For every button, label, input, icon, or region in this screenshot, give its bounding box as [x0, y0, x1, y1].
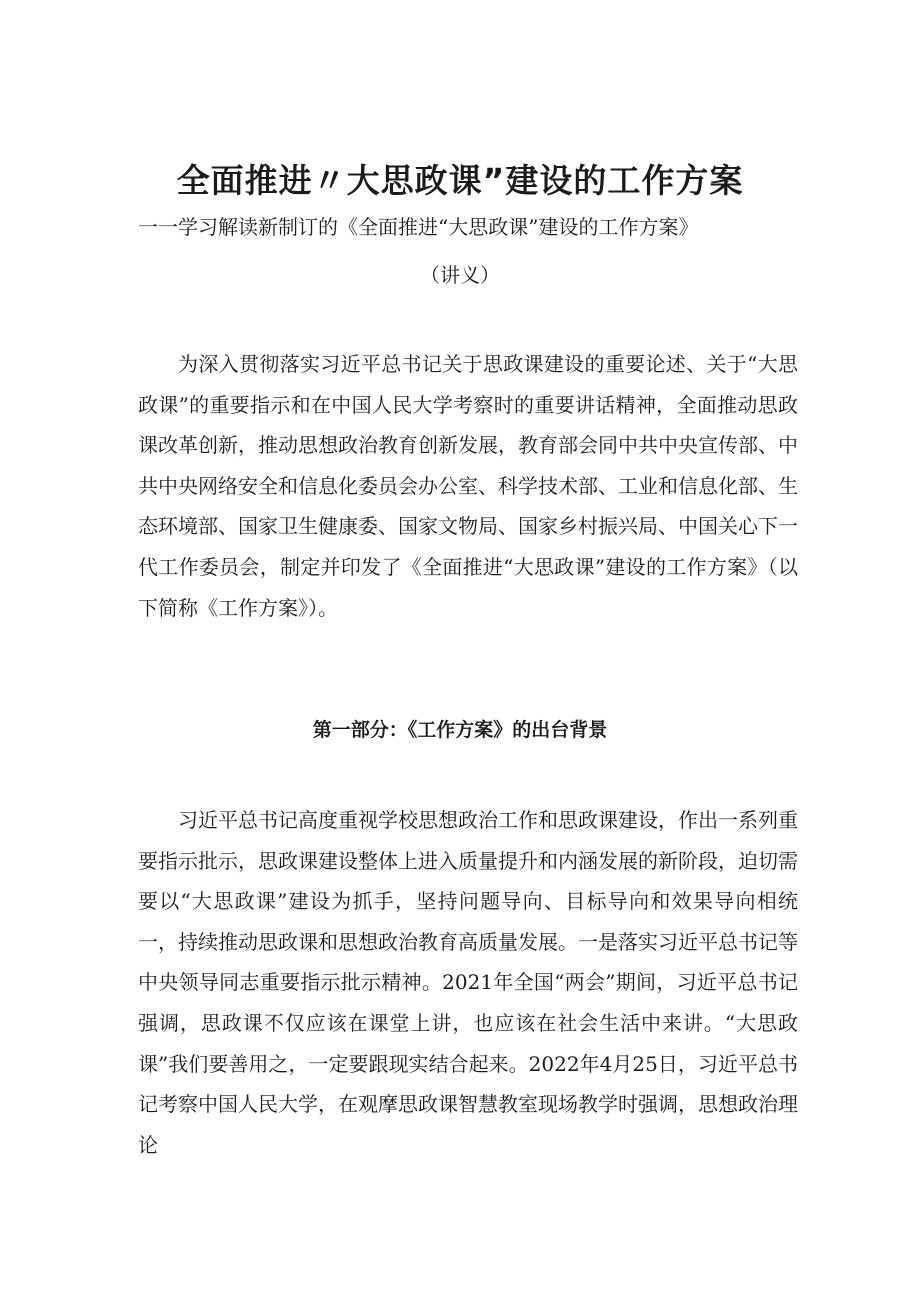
document-subtitle: 一一学习解读新制订的《全面推进“大思政课”建设的工作方案》 — [138, 215, 699, 239]
section-heading: 第一部分：《工作方案》的出台背景 — [312, 719, 608, 741]
document-note: （讲义） — [420, 263, 500, 287]
intro-paragraph: 为深入贯彻落实习近平总书记关于思政课建设的重要论述、关于“大思政课”的重要指示和在中国人民大学考察时的重要讲话精神，全面推动思政课改革创新，推动思想政治教育创新发展，教育部会同中共中央宣传部、中共中央网络安全和信息化委员会办公室、科学技术部、工业和信息化部、生态环境部、国家卫生健康委、国家文物局、国家乡村振兴局、中国关心下一代工作委员会，制定并印发了《全面推进“大思政课”建设的工作方案》（以下简称《工作方案》）。 — [138, 352, 798, 620]
document-title: 全面推进〃大思政课”建设的工作方案 — [176, 161, 744, 200]
section-paragraph: 习近平总书记高度重视学校思想政治工作和思政课建设，作出一系列重要指示批示，思政课建设整体上进入质量提升和内涵发展的新阶段，迫切需要以“大思政课”建设为抓手，坚持问题导向、目标导向和效果导向相统一，持续推动思政课和思想政治教育高质量发展。一是落实习近平总书记等中央领导同志重要指示批示精神。2021年全国“两会”期间，习近平总书记强调，思政课不仅应该在课堂上讲，也应该在社会生活中来讲。“大思政课”我们要善用之，一定要跟现实结合起来。2022年4月25日，习近平总书记考察中国人民大学，在观摩思政课智慧教室现场教学时强调，思想政治理论 — [138, 808, 798, 1157]
